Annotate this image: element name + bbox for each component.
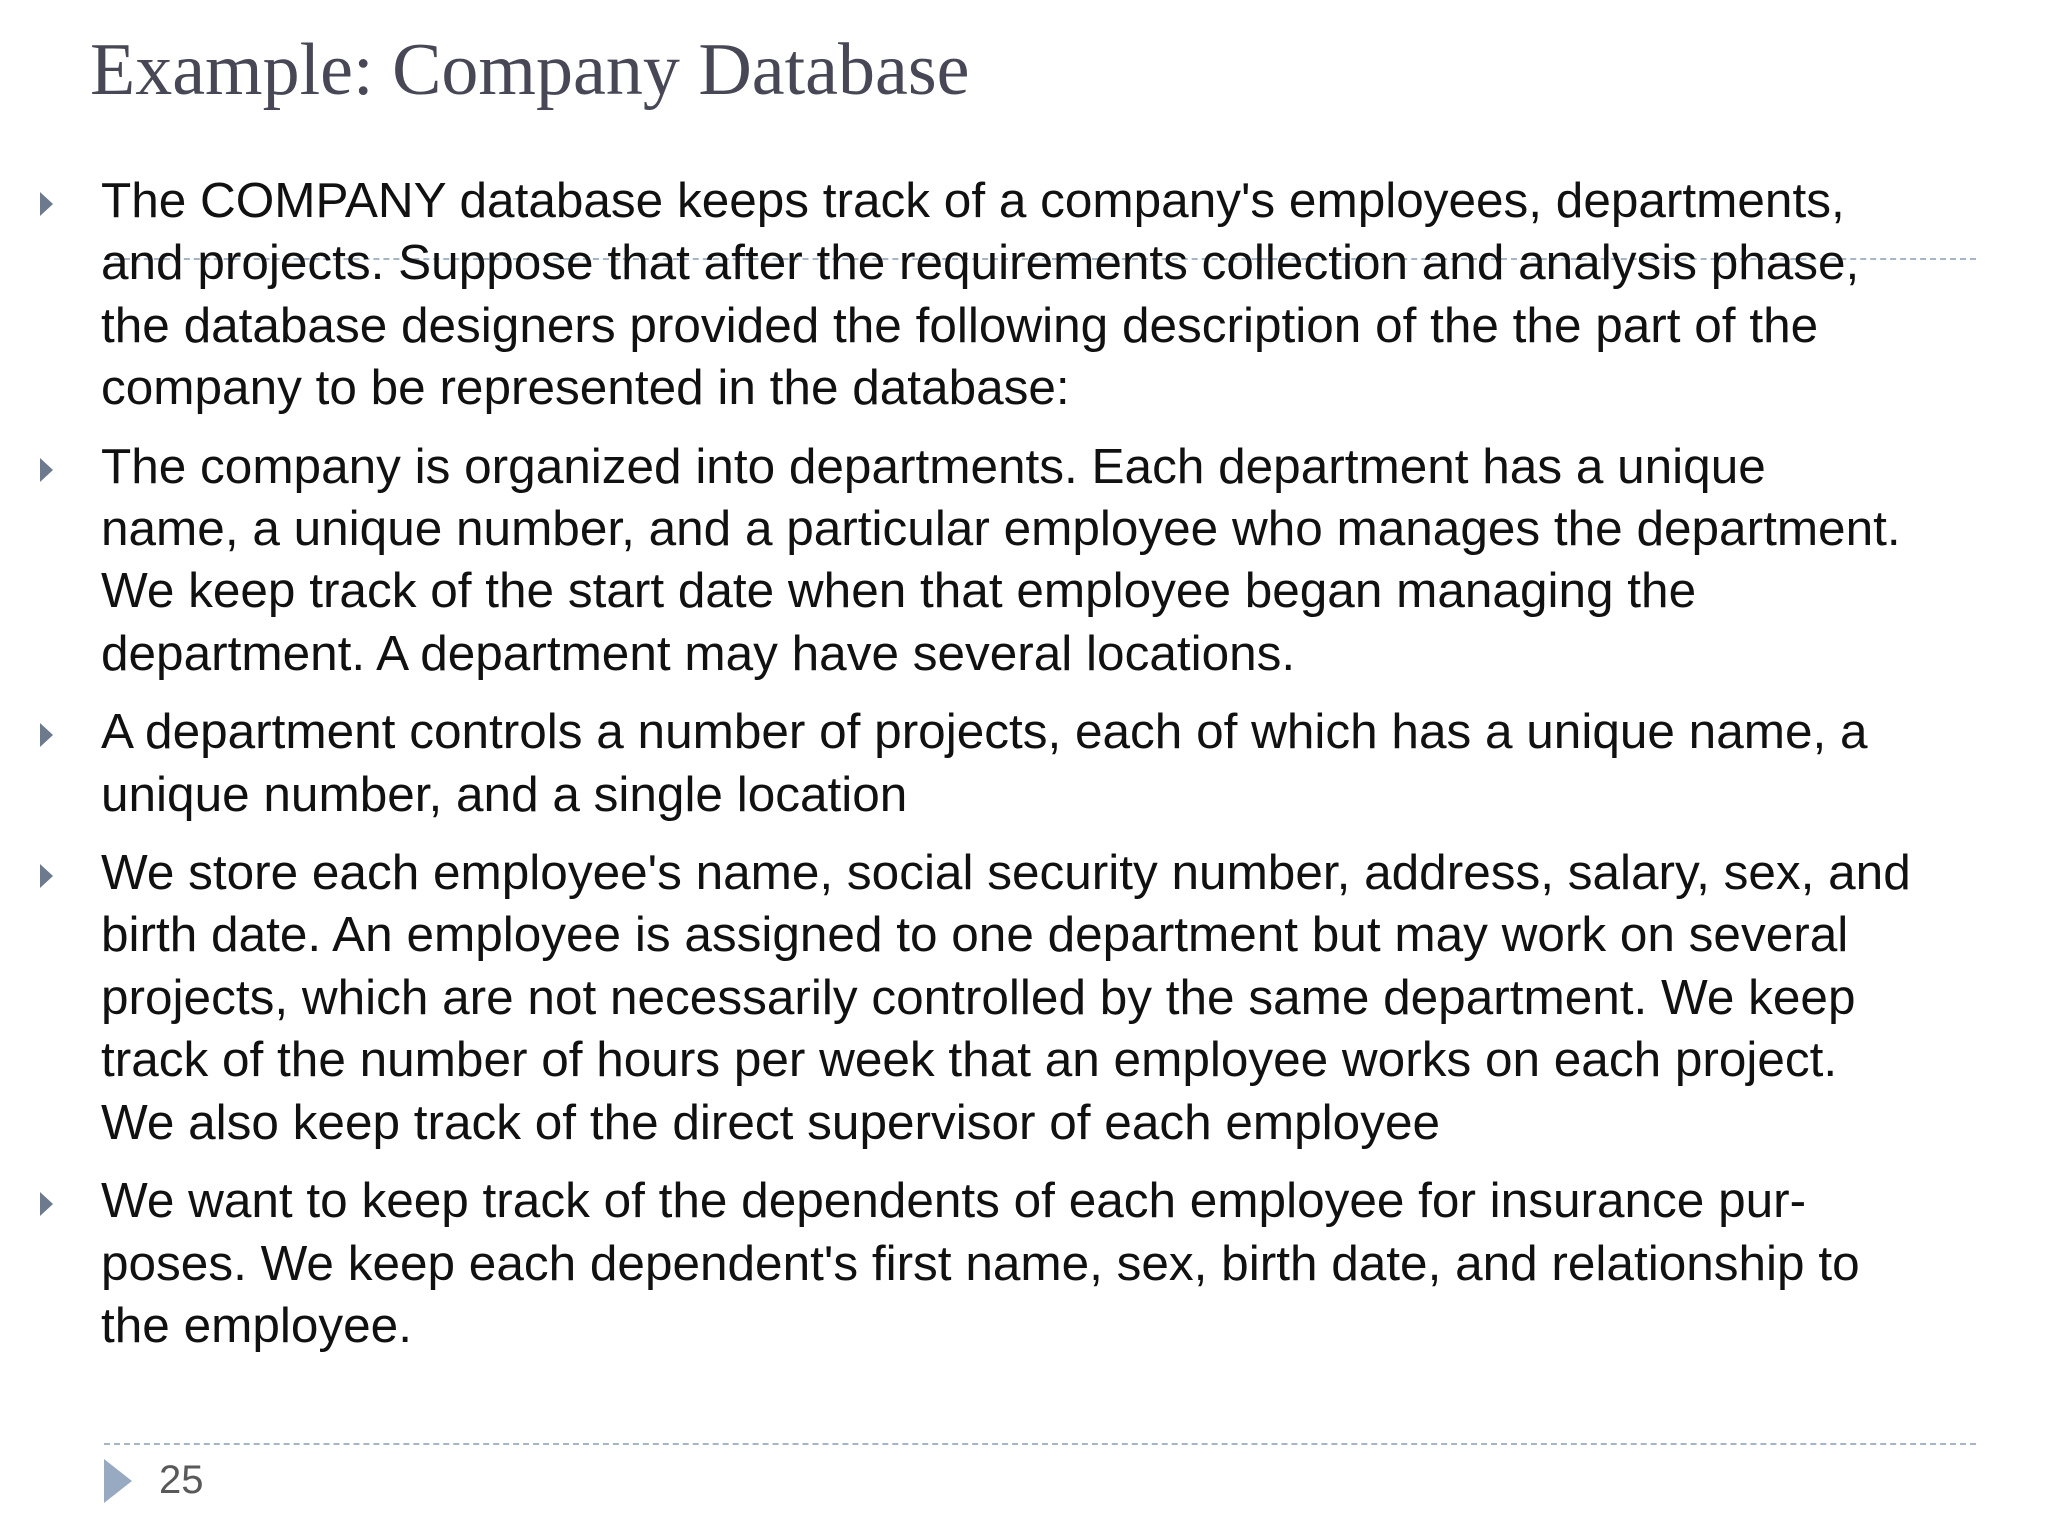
bullet-text [101, 1170, 2001, 1357]
bullet-line: We store each employee's name, social security number, address, salary, sex, and [101, 845, 1911, 901]
bullet-item [0, 170, 2001, 420]
triangle-bullet-icon [40, 1192, 53, 1216]
bullet-line: department. A department may have several locations. [101, 625, 1296, 681]
bullet-line: The COMPANY database keeps track of a company's employees, departments, [101, 173, 1845, 228]
bullet-line: A department controls a number of projects, each of which has a unique name, a [101, 704, 1868, 760]
bullet-line: unique number, and a single location [101, 766, 908, 822]
bullet-item [0, 436, 2001, 686]
bullet-line: poses. We keep each dependent's first name, sex, birth date, and relationship to [101, 1235, 1860, 1291]
bullet-line: birth date. An employee is assigned to one department but may work on several [101, 907, 1849, 963]
bullet-line: company to be represented in the database: [101, 360, 1070, 416]
bullet-line: track of the number of hours per week that an employee works on each project. [101, 1032, 1838, 1088]
bullet-line: The company is organized into departments. Each department has a unique [101, 438, 1766, 494]
slide-title: Example: Company Database [90, 29, 970, 111]
bullet-text [101, 436, 2001, 686]
bullet-line: and projects. Suppose that after the requirements collection and analysis phase, [101, 235, 1860, 291]
bullet-text [101, 701, 2001, 826]
bullet-line: projects, which are not necessarily controlled by the same department. We keep [101, 969, 1856, 1025]
bullet-line: name, a unique number, and a particular employee who manages the department. [101, 501, 1901, 557]
bullet-item [0, 701, 2001, 826]
footer-divider [104, 1443, 1976, 1445]
bullet-item [0, 1170, 2001, 1357]
footer-triangle-icon [104, 1459, 132, 1503]
bullet-line: the database designers provided the following description of the the part of the [101, 297, 1819, 353]
bullet-line: We also keep track of the direct supervisor of each employee [101, 1094, 1441, 1150]
bullet-list [0, 170, 2001, 1373]
triangle-bullet-icon [40, 458, 53, 482]
triangle-bullet-icon [40, 192, 53, 216]
bullet-line: We want to keep track of the dependents of each employee for insurance pur- [101, 1173, 1807, 1229]
bullet-item [0, 842, 2001, 1154]
bullet-text [101, 842, 2001, 1154]
bullet-line: We keep track of the start date when that employee began managing the [101, 563, 1697, 619]
triangle-bullet-icon [40, 864, 53, 888]
page-number: 25 [159, 1458, 204, 1502]
triangle-bullet-icon [40, 723, 53, 747]
bullet-text [101, 170, 2001, 420]
bullet-line: the employee. [101, 1297, 412, 1353]
